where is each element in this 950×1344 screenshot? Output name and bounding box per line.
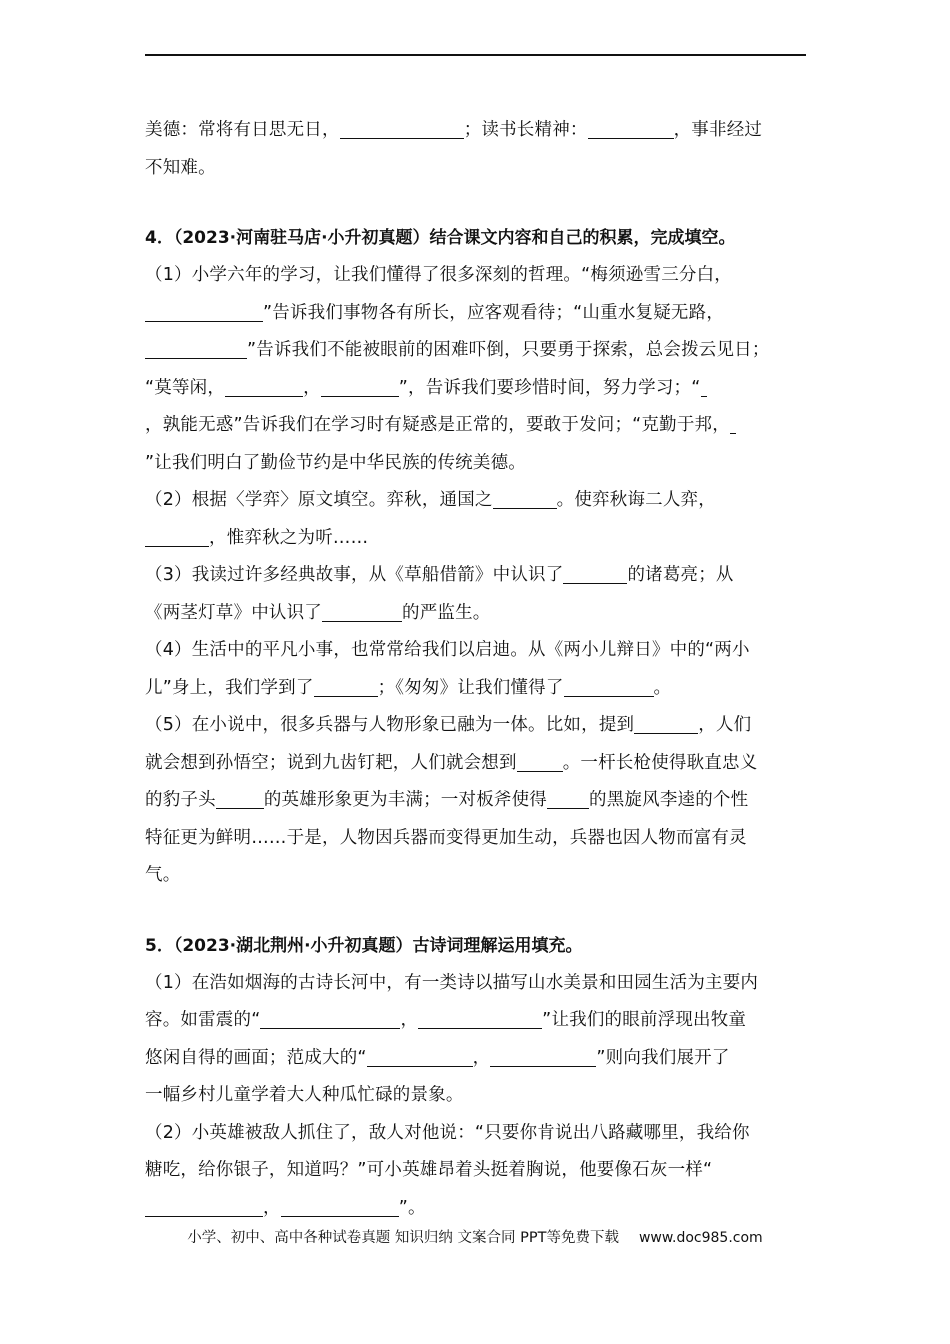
text-line xyxy=(145,1040,809,1078)
text: “莫等闲， xyxy=(145,377,226,398)
text-line xyxy=(145,782,809,820)
text: ，孰能无惑”告诉我们在学习时有疑惑是正常的，要敢于发问；“克勤于邦， xyxy=(145,415,730,435)
answer-blank[interactable] xyxy=(490,1047,596,1067)
text: 《两茎灯草》中认识了 xyxy=(145,602,322,623)
text: 的诸葛亮；从 xyxy=(627,565,734,585)
answer-blank[interactable] xyxy=(547,789,589,809)
text-line: （2）小英雄被敌人抓住了，敌人对他说：“只要你肯说出八路藏哪里，我给你 xyxy=(145,1122,750,1143)
answer-blank[interactable] xyxy=(145,302,263,322)
answer-blank[interactable] xyxy=(281,1197,399,1217)
text: ， xyxy=(303,377,321,398)
text-line: （4）生活中的平凡小事，也常常给我们以启迪。从《两小儿辩日》中的“两小 xyxy=(145,640,750,660)
text-line xyxy=(145,557,809,595)
text: ， xyxy=(263,1197,281,1218)
text: 。 xyxy=(653,677,672,698)
answer-blank[interactable] xyxy=(145,339,247,359)
text-line: ”让我们明白了勤俭节约是中华民族的传统美德。 xyxy=(145,452,526,473)
answer-blank[interactable] xyxy=(145,527,209,547)
text-line xyxy=(145,745,809,783)
text-line xyxy=(145,295,809,333)
answer-blank[interactable] xyxy=(314,677,378,697)
text: ， xyxy=(472,1047,491,1068)
answer-blank[interactable] xyxy=(493,489,557,509)
text: ，事非经过 xyxy=(673,120,763,140)
text: 的英雄形象更为丰满；一对板斧使得 xyxy=(263,790,548,810)
answer-blank[interactable] xyxy=(367,1047,473,1067)
question-4-title: 4．（2023·河南驻马店·小升初真题）结合课文内容和自己的积累，完成填空。 xyxy=(145,228,736,248)
text: 的黑旋风李逵的个性 xyxy=(589,790,749,810)
text: ，人们 xyxy=(698,715,752,735)
text: ；《匆匆》让我们懂得了 xyxy=(377,677,564,698)
text: ”，告诉我们要珍惜时间，努力学习；“ xyxy=(398,377,701,398)
text-line xyxy=(145,1190,809,1228)
text-line xyxy=(145,482,809,520)
text-line: 特征更为鲜明……于是，人物因兵器而变得更加生动，兵器也因人物而富有灵 xyxy=(145,827,747,848)
text-line xyxy=(145,520,809,558)
text: （3）我读过许多经典故事，从《草船借箭》中认识了 xyxy=(145,565,564,585)
text-line xyxy=(145,112,809,150)
text: 容。如雷震的“ xyxy=(145,1010,261,1030)
footer xyxy=(0,1226,950,1247)
text-line xyxy=(145,370,809,408)
answer-blank[interactable] xyxy=(322,602,402,622)
text: ， xyxy=(400,1010,419,1030)
text-line: 不知难。 xyxy=(145,157,216,178)
text: （5）在小说中，很多兵器与人物形象已融为一体。比如，提到 xyxy=(145,715,635,735)
answer-blank[interactable] xyxy=(634,714,698,734)
text: ”。 xyxy=(398,1197,426,1218)
footer-text: 小学、初中、高中各种试卷真题 知识归纳 文案合同 PPT等免费下载 xyxy=(187,1230,619,1246)
answer-blank[interactable] xyxy=(145,1197,263,1217)
text-line xyxy=(145,332,809,370)
worksheet-body xyxy=(145,112,809,1227)
text: 。使弈秋诲二人弈， xyxy=(556,490,716,510)
answer-blank[interactable] xyxy=(340,119,464,139)
text: ，惟弈秋之为听…… xyxy=(209,527,369,548)
text: 儿”身上，我们学到了 xyxy=(145,677,314,698)
text-line xyxy=(145,1002,809,1040)
text: （2）根据〈学弈〉原文填空。弈秋，通国之 xyxy=(145,490,493,510)
answer-blank[interactable] xyxy=(564,677,654,697)
text: ”告诉我们不能被眼前的困难吓倒，只要勇于探索，总会拨云见日； xyxy=(247,340,770,360)
answer-blank[interactable] xyxy=(588,119,674,139)
answer-blank[interactable] xyxy=(418,1009,542,1029)
text: 就会想到孙悟空；说到九齿钉耙，人们就会想到 xyxy=(145,752,517,773)
text: ”让我们的眼前浮现出牧童 xyxy=(542,1010,747,1030)
answer-blank[interactable] xyxy=(701,377,707,397)
answer-blank[interactable] xyxy=(321,377,399,397)
text-line xyxy=(145,707,809,745)
text: ；读书长精神： xyxy=(463,120,588,140)
footer-link[interactable]: www.doc985.com xyxy=(638,1230,763,1246)
header-rule xyxy=(145,54,806,56)
text: 美德：常将有日思无日， xyxy=(145,120,340,140)
text: 悠闲自得的画面；范成大的“ xyxy=(145,1047,367,1068)
text-line: （1）小学六年的学习，让我们懂得了很多深刻的哲理。“梅须逊雪三分白， xyxy=(145,265,732,285)
text: 的豹子头 xyxy=(145,790,216,810)
text-line: 糖吃，给你银子，知道吗？”可小英雄昂着头挺着胸说，他要像石灰一样“ xyxy=(145,1160,713,1180)
answer-blank[interactable] xyxy=(216,789,264,809)
text-line: 气。 xyxy=(145,865,181,885)
answer-blank[interactable] xyxy=(225,377,303,397)
answer-blank[interactable] xyxy=(563,564,627,584)
question-5-title: 5．（2023·湖北荆州·小升初真题）古诗词理解运用填充。 xyxy=(145,935,583,956)
text-line xyxy=(145,670,809,708)
answer-blank[interactable] xyxy=(517,752,563,772)
text: 。一杆长枪使得耿直忠义 xyxy=(562,752,758,773)
answer-blank[interactable] xyxy=(260,1009,400,1029)
text-line xyxy=(145,595,809,633)
text: ”则向我们展开了 xyxy=(596,1047,730,1068)
text-line: （1）在浩如烟海的古诗长河中，有一类诗以描写山水美景和田园生活为主要内 xyxy=(145,972,759,993)
text-line: 一幅乡村儿童学着大人种瓜忙碌的景象。 xyxy=(145,1085,464,1105)
answer-blank[interactable] xyxy=(730,414,736,434)
text: ”告诉我们事物各有所长，应客观看待；“山重水复疑无路， xyxy=(263,302,725,323)
text: 的严监生。 xyxy=(402,602,491,623)
text-line xyxy=(145,407,809,445)
